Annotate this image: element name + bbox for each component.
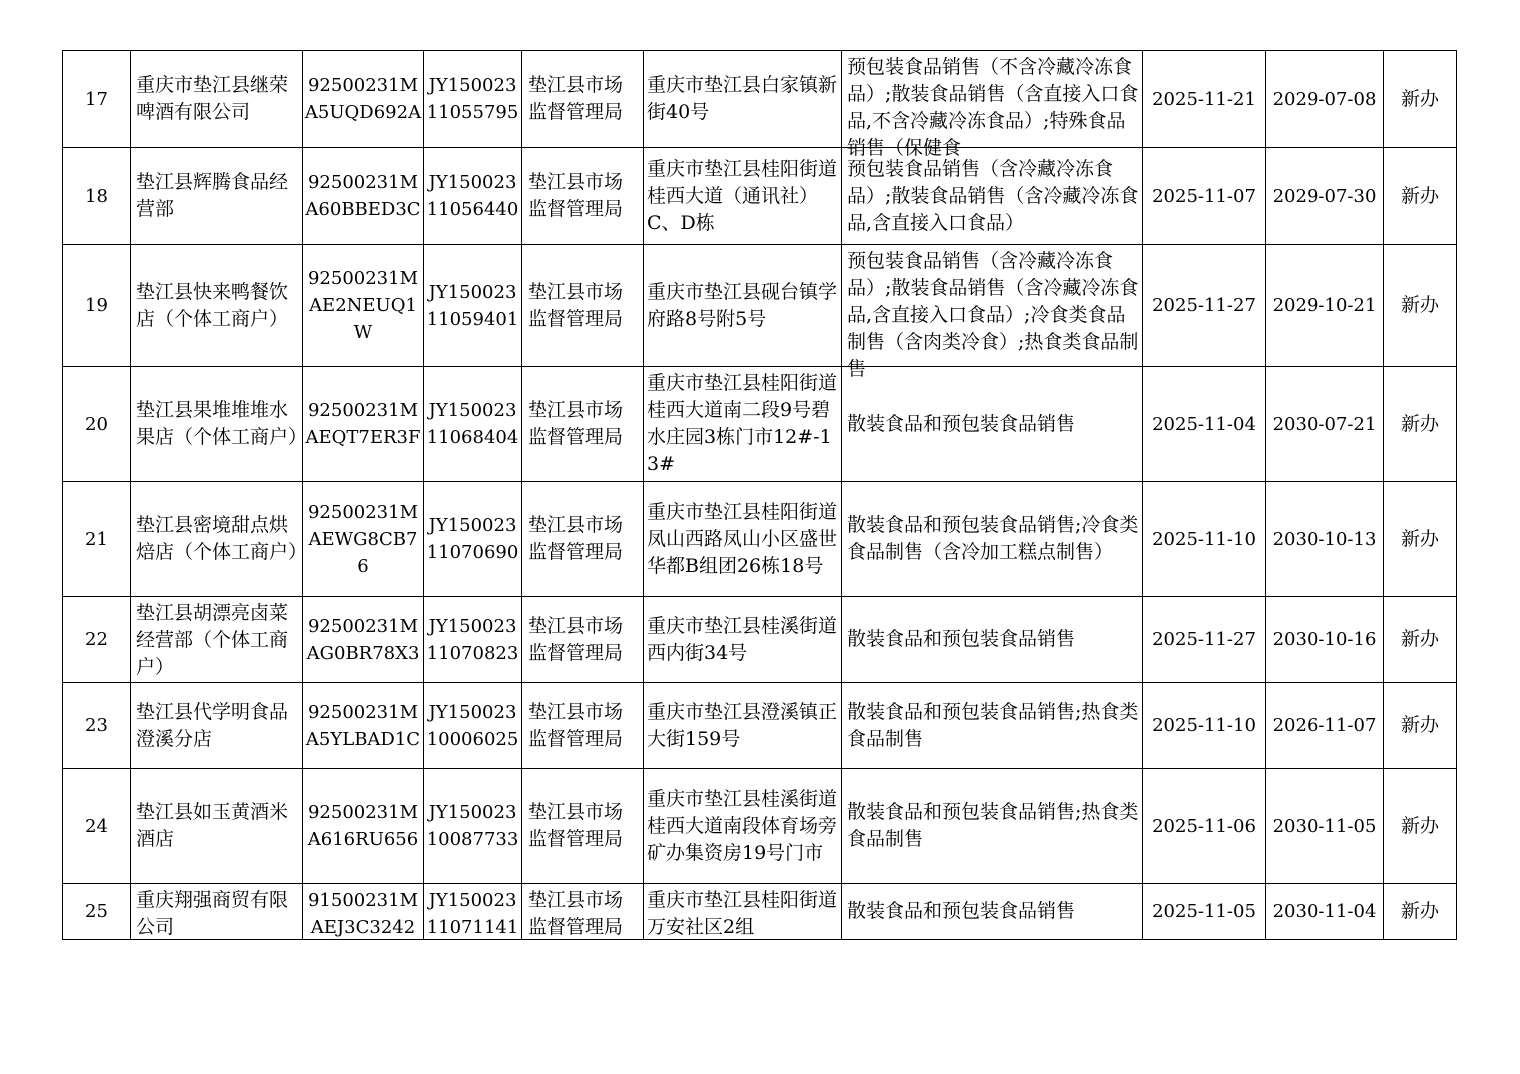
issue-date-cell	[1143, 884, 1266, 940]
credit-code-cell	[303, 683, 424, 769]
expiry-date-cell	[1266, 51, 1384, 148]
application-type-cell	[1384, 769, 1457, 884]
issue-date: 2025-11-21	[1152, 88, 1256, 110]
expiry-date: 2030-11-05	[1272, 815, 1377, 837]
row-number-cell	[63, 683, 131, 769]
credit-code: 92500231MA5YLBAD1C	[305, 701, 421, 750]
expiry-date: 2029-07-08	[1272, 88, 1377, 110]
business-address: 重庆市垫江县桂阳街道万安社区2组	[647, 888, 838, 938]
application-type: 新办	[1400, 900, 1439, 922]
row-number: 22	[85, 629, 108, 650]
business-scope: 散装食品和预包装食品销售	[847, 900, 1076, 922]
table-row	[63, 769, 1457, 884]
permit-number-cell	[424, 884, 522, 940]
business-address: 重庆市垫江县澄溪镇正大街159号	[647, 700, 838, 750]
credit-code: 92500231MAEQT7ER3F	[305, 400, 421, 448]
issue-date: 2025-11-05	[1152, 901, 1256, 922]
credit-code-cell	[303, 597, 424, 683]
expiry-date-cell	[1266, 367, 1384, 482]
permit-number-cell	[424, 683, 522, 769]
table-row	[63, 245, 1457, 367]
credit-code: 92500231MA5UQD692A	[304, 75, 422, 123]
permit-number: JY15002311055795	[426, 75, 519, 123]
business-address: 重庆市垫江县桂溪街道桂西大道南段体育场旁矿办集资房19号门市	[647, 787, 838, 864]
table-row	[63, 482, 1457, 597]
row-number: 19	[85, 295, 108, 316]
business-scope-cell	[842, 884, 1143, 940]
business-scope-cell	[842, 367, 1143, 482]
issue-date-cell	[1143, 148, 1266, 245]
business-name: 垫江县代学明食品澄溪分店	[136, 700, 289, 750]
permit-number-cell	[424, 51, 522, 148]
issuing-authority: 垫江县市场监督管理局	[528, 399, 624, 448]
business-name-cell	[131, 769, 303, 884]
application-type: 新办	[1400, 527, 1439, 550]
credit-code-cell	[303, 245, 424, 367]
issue-date-cell	[1143, 769, 1266, 884]
row-number-cell	[63, 597, 131, 683]
business-scope-cell	[842, 482, 1143, 597]
business-scope-cell	[842, 769, 1143, 884]
business-scope-cell	[842, 51, 1143, 159]
application-type: 新办	[1400, 628, 1439, 650]
business-name: 垫江县胡漂亮卤菜经营部（个体工商户）	[136, 601, 289, 678]
business-name: 重庆市垫江县继荣啤酒有限公司	[136, 74, 289, 123]
expiry-date: 2026-11-07	[1272, 715, 1377, 736]
expiry-date-cell	[1266, 597, 1384, 683]
permit-number: JY15002310087733	[426, 802, 519, 850]
expiry-date: 2030-10-16	[1272, 629, 1377, 650]
application-type: 新办	[1400, 184, 1439, 207]
business-address-cell	[644, 148, 842, 245]
business-name-cell	[131, 245, 303, 367]
application-type-cell	[1384, 367, 1457, 482]
business-scope-cell	[842, 597, 1143, 683]
row-number: 20	[85, 413, 108, 435]
business-address: 重庆市垫江县桂阳街道桂西大道（通讯社）C、D栋	[647, 157, 838, 234]
table-body	[63, 51, 1457, 940]
issuing-authority-cell	[522, 51, 644, 148]
business-scope: 预包装食品销售（含冷藏冷冻食品）;散装食品销售（含冷藏冷冻食品,含直接入口食品）	[847, 157, 1139, 234]
issuing-authority: 垫江县市场监督管理局	[528, 74, 624, 123]
application-type-cell	[1384, 884, 1457, 940]
issue-date: 2025-11-10	[1152, 715, 1256, 736]
issuing-authority-cell	[522, 482, 644, 597]
business-name-cell	[131, 597, 303, 683]
business-name: 重庆翔强商贸有限公司	[136, 888, 289, 938]
business-scope-cell	[842, 245, 1143, 380]
license-table	[62, 50, 1457, 940]
permit-number: JY15002310006025	[426, 701, 519, 750]
credit-code-cell	[303, 884, 424, 940]
issuing-authority-cell	[522, 597, 644, 683]
expiry-date-cell	[1266, 245, 1384, 367]
business-address: 重庆市垫江县桂阳街道桂西大道南二段9号碧水庄园3栋门市12#-13#	[647, 372, 838, 475]
application-type-cell	[1384, 683, 1457, 769]
issue-date: 2025-11-06	[1152, 815, 1256, 837]
business-address-cell	[644, 884, 842, 940]
issue-date-cell	[1143, 683, 1266, 769]
issuing-authority: 垫江县市场监督管理局	[528, 700, 624, 750]
expiry-date-cell	[1266, 884, 1384, 940]
business-name: 垫江县果堆堆堆水果店（个体工商户）	[136, 399, 308, 448]
row-number: 24	[85, 815, 108, 837]
permit-number-cell	[424, 597, 522, 683]
row-number: 21	[85, 528, 108, 550]
credit-code: 92500231MAE2NEUQ1W	[307, 268, 419, 343]
business-name: 垫江县快来鸭餐饮店（个体工商户）	[136, 280, 289, 330]
expiry-date-cell	[1266, 482, 1384, 597]
business-scope: 散装食品和预包装食品销售;热食类食品制售	[847, 700, 1139, 750]
business-name: 垫江县如玉黄酒米酒店	[136, 801, 289, 850]
application-type-cell	[1384, 245, 1457, 367]
issue-date-cell	[1143, 51, 1266, 148]
issuing-authority-cell	[522, 769, 644, 884]
issuing-authority-cell	[522, 683, 644, 769]
business-scope: 散装食品和预包装食品销售;冷食类食品制售（含冷加工糕点制售）	[847, 514, 1139, 563]
business-address: 重庆市垫江县砚台镇学府路8号附5号	[647, 280, 838, 330]
row-number-cell	[63, 367, 131, 482]
application-type: 新办	[1400, 714, 1439, 736]
table-row	[63, 148, 1457, 245]
business-name-cell	[131, 148, 303, 245]
expiry-date-cell	[1266, 683, 1384, 769]
application-type: 新办	[1400, 814, 1439, 837]
credit-code: 92500231MAG0BR78X3	[306, 615, 420, 664]
issuing-authority: 垫江县市场监督管理局	[528, 614, 624, 664]
table-row	[63, 597, 1457, 683]
expiry-date: 2030-11-04	[1272, 901, 1377, 922]
business-scope-cell	[842, 148, 1143, 245]
business-address: 重庆市垫江县白家镇新街40号	[647, 74, 838, 123]
row-number-cell	[63, 884, 131, 940]
issue-date: 2025-11-27	[1152, 629, 1256, 650]
business-name: 垫江县辉腾食品经营部	[136, 171, 289, 220]
issue-date: 2025-11-07	[1152, 185, 1256, 207]
table-row	[63, 367, 1457, 482]
credit-code: 92500231MA616RU656	[307, 802, 419, 850]
credit-code: 92500231MA60BBED3C	[305, 172, 421, 220]
credit-code: 91500231MAEJ3C3242	[307, 889, 419, 938]
business-address: 重庆市垫江县桂阳街道凤山西路凤山小区盛世华都B组团26栋18号	[647, 500, 838, 577]
business-scope: 预包装食品销售（不含冷藏冷冻食品）;散装食品销售（含直接入口食品,不含冷藏冷冻食品）;特殊食品销售（保健食	[847, 55, 1139, 159]
issuing-authority: 垫江县市场监督管理局	[528, 171, 624, 220]
business-scope: 散装食品和预包装食品销售	[847, 628, 1076, 650]
permit-number: JY15002311071141	[426, 889, 519, 938]
business-address-cell	[644, 683, 842, 769]
issuing-authority: 垫江县市场监督管理局	[528, 514, 624, 563]
issuing-authority: 垫江县市场监督管理局	[528, 888, 624, 938]
application-type-cell	[1384, 597, 1457, 683]
credit-code-cell	[303, 367, 424, 482]
credit-code: 92500231MAEWG8CB76	[307, 501, 419, 577]
issuing-authority-cell	[522, 148, 644, 245]
business-scope: 散装食品和预包装食品销售;热食类食品制售	[847, 801, 1139, 850]
business-scope: 预包装食品销售（含冷藏冷冻食品）;散装食品销售（含冷藏冷冻食品,含直接入口食品）;冷食类食品制售（含肉类冷食）;热食类食品制售	[847, 249, 1139, 380]
application-type-cell	[1384, 148, 1457, 245]
row-number: 23	[85, 715, 108, 736]
credit-code-cell	[303, 769, 424, 884]
permit-number: JY15002311070690	[426, 515, 519, 563]
expiry-date-cell	[1266, 769, 1384, 884]
row-number-cell	[63, 769, 131, 884]
business-name: 垫江县密境甜点烘焙店（个体工商户）	[136, 514, 308, 563]
credit-code-cell	[303, 148, 424, 245]
permit-number: JY15002311070823	[426, 615, 519, 664]
issuing-authority: 垫江县市场监督管理局	[528, 801, 624, 850]
business-name-cell	[131, 367, 308, 482]
business-address-cell	[644, 51, 842, 148]
business-address-cell	[644, 245, 842, 367]
issue-date: 2025-11-10	[1152, 528, 1256, 550]
row-number-cell	[63, 482, 131, 597]
table-row	[63, 884, 1457, 940]
table-row	[63, 683, 1457, 769]
permit-number-cell	[424, 148, 522, 245]
business-name-cell	[131, 683, 303, 769]
permit-number-cell	[424, 367, 522, 482]
application-type: 新办	[1400, 87, 1439, 110]
expiry-date: 2030-07-21	[1272, 413, 1377, 435]
business-name-cell	[131, 51, 303, 148]
issuing-authority-cell	[522, 245, 644, 367]
permit-number: JY15002311059401	[426, 281, 519, 330]
issuing-authority: 垫江县市场监督管理局	[528, 280, 624, 330]
business-address-cell	[644, 482, 842, 597]
permit-number-cell	[424, 245, 522, 367]
expiry-date: 2029-07-30	[1272, 185, 1377, 207]
expiry-date-cell	[1266, 148, 1384, 245]
issue-date-cell	[1143, 245, 1266, 367]
permit-number: JY15002311056440	[426, 172, 519, 220]
row-number-cell	[63, 51, 131, 148]
issue-date: 2025-11-04	[1152, 413, 1256, 435]
business-name-cell	[131, 884, 303, 940]
credit-code-cell	[303, 51, 424, 148]
business-address-cell	[644, 769, 842, 884]
credit-code-cell	[303, 482, 424, 597]
business-scope: 散装食品和预包装食品销售	[847, 412, 1076, 435]
row-number-cell	[63, 148, 131, 245]
application-type: 新办	[1400, 412, 1439, 435]
business-address: 重庆市垫江县桂溪街道西内街34号	[647, 614, 838, 664]
application-type: 新办	[1400, 294, 1439, 316]
application-type-cell	[1384, 51, 1457, 148]
permit-number-cell	[424, 482, 522, 597]
issuing-authority-cell	[522, 367, 644, 482]
issue-date-cell	[1143, 367, 1266, 482]
business-address-cell	[644, 597, 842, 683]
row-number-cell	[63, 245, 131, 367]
business-scope-cell	[842, 683, 1143, 769]
business-name-cell	[131, 482, 308, 597]
expiry-date: 2029-10-21	[1272, 295, 1377, 316]
expiry-date: 2030-10-13	[1272, 528, 1377, 550]
table-row	[63, 51, 1457, 148]
issuing-authority-cell	[522, 884, 644, 940]
issue-date-cell	[1143, 597, 1266, 683]
application-type-cell	[1384, 482, 1457, 597]
issue-date-cell	[1143, 482, 1266, 597]
row-number: 25	[85, 901, 108, 922]
permit-number-cell	[424, 769, 522, 884]
row-number: 18	[85, 185, 108, 207]
permit-number: JY15002311068404	[426, 400, 519, 448]
business-address-cell	[644, 367, 842, 482]
row-number: 17	[85, 88, 108, 110]
issue-date: 2025-11-27	[1152, 295, 1256, 316]
